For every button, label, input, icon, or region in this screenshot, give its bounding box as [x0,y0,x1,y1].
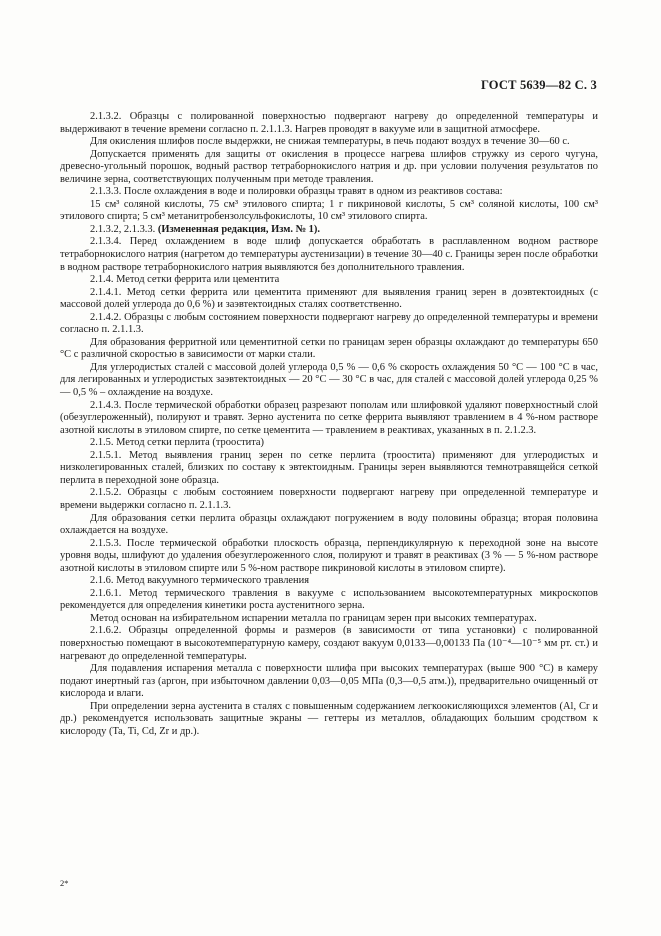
edit-note-prefix: 2.1.3.2, 2.1.3.3. [90,223,158,235]
paragraph: 2.1.4.1. Метод сетки феррита или цементита применяют для выявления границ зерен в доэвтектоидных (с массовой долей углерода до 0,6 %) и заэвтектоидных сталях соответственно. [60,286,598,311]
paragraph: 2.1.6.1. Метод термического травления в вакууме с использованием высокотемпературных микроскопов рекомендуется для определения кинетики роста аустенитного зерна. [60,587,598,612]
paragraph: 2.1.6.2. Образцы определенной формы и размеров (в зависимости от типа установки) с полированной поверхностью помещают в высокотемпературную камеру, создают вакуум 0,0133—0,00133 Па (10⁻⁴—10⁻⁵ мм рт. ст.) и нагревают до определенной температуры. [60,625,598,662]
edit-note [60,224,598,237]
section-heading: 2.1.6. Метод вакуумного термического травления [90,575,310,587]
paragraph: Метод основан на избирательном испарении металла по границам зерен при высоких температурах. [90,612,537,624]
paragraph: При определении зерна аустенита в сталях с повышенным содержанием легкоокисляющихся элементов (Al, Cr и др.) рекомендуется использовать защитные экраны — геттеры из металлов, обладающих большим сродством к кислороду (Ta, Ti, Cd, Zr и др.). [60,700,598,737]
paragraph: 2.1.5.3. После термической обработки плоскость образца, перпендикулярную к переходной зоне на высоте уровня воды, шлифуют до удаления обезуглероженного слоя, полируют и травят в реактивах (3 % — 5 %-ном растворе азотной кислоты в этиловом спирте или 5 %-ном растворе пикриновой кислоты в этиловом спирте). [60,537,598,574]
paragraph: 2.1.3.4. Перед охлаждением в воде шлиф допускается обработать в расплавленном водном растворе тетраборнокислого натрия (нагретом до температуры аустенизации) в течение 30—40 с. Границы зерен после обработки в водном растворе тетраборнокислого натрия выявляются без дополнительного травления. [60,236,598,273]
paragraph: Для углеродистых сталей с массовой долей углерода 0,5 % — 0,6 % скорость охлаждения 50 °С — 100 °С в час, для легированных и углеродистых заэвтектоидных — 20 °С — 30 °С в час, для сталей с массовой долей углерода 0,25 % — 0,5 % – охлаждение на воздухе. [60,361,598,399]
page-header: ГОСТ 5639—82 С. 3 [480,78,597,92]
paragraph: Для подавления испарения металла с поверхности шлифа при высоких температурах (выше 900 °С) в камеру подают инертный газ (аргон, при избыточном давлении 0,03—0,05 МПа (0,3—0,5 атм.)), предварительно очищенный от кислорода и влаги. [60,663,598,700]
paragraph: 2.1.4.2. Образцы с любым состоянием поверхности подвергают нагреву до определенной температуры и времени согласно п. 2.1.1.3. [60,311,598,336]
paragraph: 2.1.3.2. Образцы с полированной поверхностью подвергают нагреву до определенной температуры и выдерживают в течение времени согласно п. 2.1.1.3. Нагрев проводят в вакууме или в защитной атмосфере. [60,111,598,135]
paragraph: 2.1.4.3. После термической обработки образец разрезают пополам или шлифовкой удаляют поверхностный слой (обезуглероженный), полируют и травят. Зерно аустенита по сетке феррита выявляют травлением в 4 %-ном растворе азотной кислоты в этиловом спирте, по сетке цементита — травлением в реактивах, указанных в п. 2.1.2.3. [60,399,598,436]
page-footer-mark: 2* [60,878,69,888]
paragraph: Для образования сетки перлита образцы охлаждают погружением в воду половины образца; вторая половина охлаждается на воздухе. [60,512,598,537]
paragraph: 2.1.3.3. После охлаждения в воде и полировки образцы травят в одном из реактивов состава: [90,186,503,198]
document-body [60,111,598,738]
paragraph: 2.1.5.2. Образцы с любым состоянием поверхности подвергают нагреву при определенной температуре и времени выдержки согласно п. 2.1.1.3. [60,487,598,511]
paragraph: 15 см³ соляной кислоты, 75 см³ этилового спирта; 1 г пикриновой кислоты, 5 см³ соляной кислоты, 100 см³ этилового спирта; 5 см³ метанитробензолсульфокислоты, 10 см³ этилового спирта. [60,198,598,223]
paragraph: 2.1.5.1. Метод выявления границ зерен по сетке перлита (троостита) применяют для углеродистых и низколегированных сталей, близких по составу к эвтектоидным. Границы зерен выявляются темнотравящейся сеткой перлита в переходной зоне образца. [60,449,598,486]
section-heading: 2.1.5. Метод сетки перлита (троостита) [90,437,265,449]
edit-note-bold: (Измененная редакция, Изм. № 1). [157,223,320,235]
paragraph: Допускается применять для защиты от окисления в процессе нагрева шлифов стружку из серого чугуна, древесно-угольный порошок, водный раствор тетраборнокислого натрия и др. при условии получения результатов по величине зерна, соответствующих полученным при методе травления. [60,148,598,185]
section-heading: 2.1.4. Метод сетки феррита или цементита [90,274,280,286]
paragraph: Для образования ферритной или цементитной сетки по границам зерен образцы охлаждают до температуры 650 °С с различной скоростью в зависимости от марки стали. [60,336,598,361]
paragraph: Для окисления шлифов после выдержки, не снижая температуры, в печь подают воздух в течение 30—60 с. [90,136,570,148]
